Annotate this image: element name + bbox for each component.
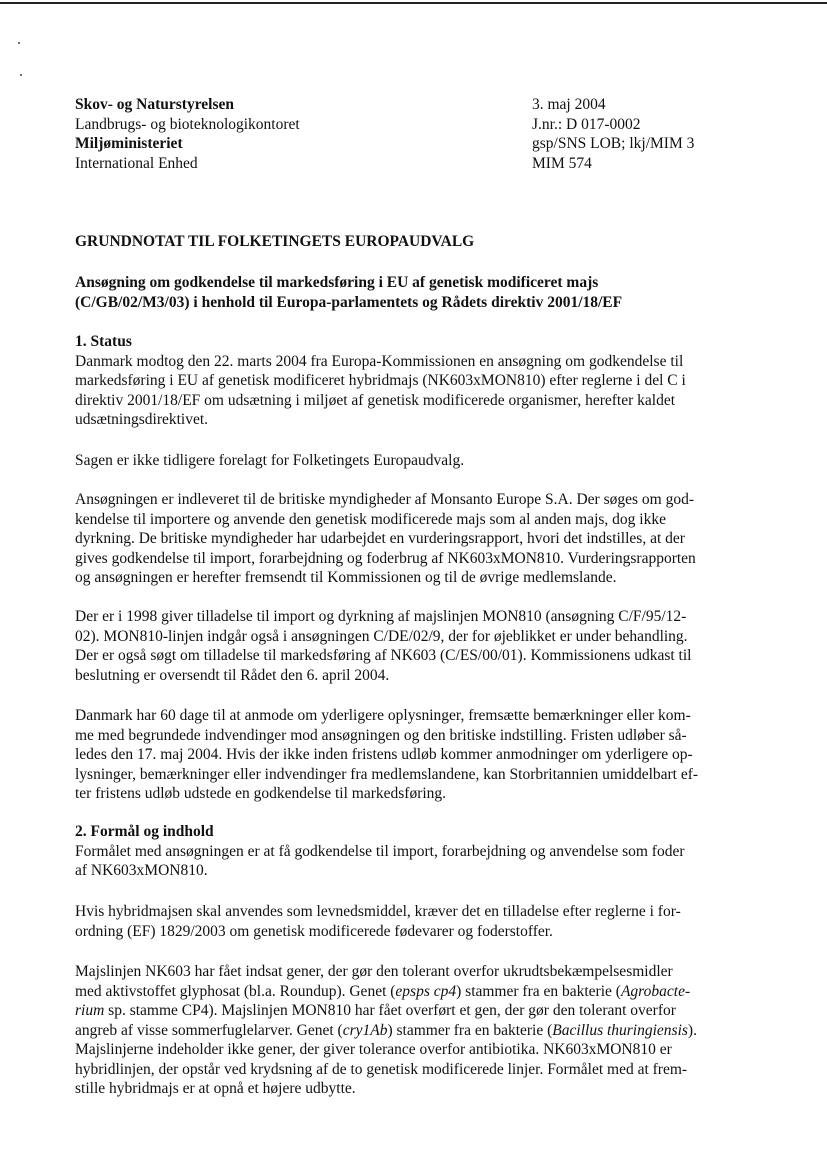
sender-unit: International Enhed	[75, 154, 198, 172]
top-rule	[0, 2, 827, 4]
sender-ministry: Miljøministeriet	[75, 135, 183, 152]
paragraph-line: hybridlinjen, der opstår ved krydsning af de to genetisk modificerede linjer. Formålet med at frem-	[75, 1060, 688, 1078]
paragraph-line: Sagen er ikke tidligere forelagt for Folketingets Europaudvalg.	[75, 452, 465, 469]
paragraph-line: ledes den 17. maj 2004. Hvis der ikke inden fristens udløb kommer anmodninger om yderligere op-	[75, 746, 693, 763]
gene-name: epsps cp4	[395, 982, 457, 1000]
section-2-heading: 2. Formål og indhold	[75, 823, 214, 840]
species-name: Agrobacte-	[620, 982, 691, 1000]
subtitle-line: (C/GB/02/M3/03) i henhold til Europa-parlamentets og Rådets direktiv 2001/18/EF	[75, 293, 623, 311]
gene-name: cry1Ab	[342, 1021, 388, 1039]
section-2-paragraph-3	[75, 962, 697, 1099]
paragraph-line: og ansøgningen er herefter fremsendt til Kommissionen og til de øvrige medlemslande.	[75, 569, 617, 586]
paragraph-line: Danmark har 60 dage til at anmode om yderligere oplysninger, fremsætte bemærkninger eller kom-	[75, 707, 691, 724]
text-run: ) stammer fra en bakterie (	[456, 982, 621, 1000]
paragraph-line: markedsføring i EU af genetisk modificeret hybridmajs (NK603xMON810) efter reglerne i del C i	[75, 372, 686, 389]
paragraph-line: me med begrundede indvendinger mod ansøgningen og den britiske indstilling. Fristen udløber så-	[75, 726, 687, 744]
paragraph-line: Majslinjerne indeholder ikke gener, der giver tolerance overfor antibiotika. NK603xMON810 er	[75, 1041, 672, 1058]
section-1-heading: 1. Status	[75, 333, 132, 350]
paragraph-line: lysninger, bemærkninger eller indvendinger fra medlemslandene, kan Storbritannien umiddelbart ef-	[75, 765, 699, 783]
text-run: angreb af visse sommerfuglelarver. Genet (	[75, 1021, 343, 1039]
subtitle-line: Ansøgning om godkendelse til markedsføring i EU af genetisk modificeret majs	[75, 274, 599, 291]
sender-office: Landbrugs- og bioteknologikontoret	[75, 115, 300, 133]
paragraph-line: stille hybridmajs er at opnå et højere udbytte.	[75, 1080, 356, 1097]
paragraph-line: af NK603xMON810.	[75, 862, 208, 879]
scan-speck	[20, 74, 22, 76]
reference-block	[532, 95, 694, 173]
section-2	[75, 822, 685, 881]
paragraph-line: Majslinjen NK603 har fået indsat gener, der gør den tolerant overfor ukrudtsbekæmpelsesmidler	[75, 963, 673, 980]
species-name: rium	[75, 1002, 105, 1019]
text-run: ) stammer fra en bakterie (	[387, 1021, 553, 1039]
section-1-paragraph-4	[75, 607, 691, 685]
document-subtitle	[75, 273, 622, 312]
paragraph-line: Hvis hybridmajsen skal anvendes som levnedsmiddel, kræver det en tilladelse efter reglerne i for-	[75, 903, 681, 920]
paragraph-line: Ansøgningen er indleveret til de britiske myndigheder af Monsanto Europe S.A. Der søges om god-	[75, 491, 695, 508]
paragraph-line: udsætningsdirektivet.	[75, 411, 209, 428]
paragraph-line	[75, 1001, 697, 1021]
document-date: 3. maj 2004	[532, 96, 606, 113]
text-run: sp. stamme CP4). Majslinjen MON810 har fået overført et gen, der gør den tolerant overfor	[104, 1002, 676, 1019]
section-1	[75, 332, 686, 430]
scan-speck	[18, 42, 20, 44]
paragraph-line: gives godkendelse til import, forarbejdning og foderbrug af NK603xMON810. Vurderingsrapporten	[75, 549, 696, 567]
paragraph-line	[75, 1021, 697, 1041]
paragraph-line: ordning (EF) 1829/2003 om genetisk modificerede fødevarer og foderstoffer.	[75, 922, 553, 940]
paragraph-line: Formålet med ansøgningen er at få godkendelse til import, forarbejdning og anvendelse som foder	[75, 842, 685, 860]
text-run: ).	[687, 1021, 697, 1039]
species-name: Bacillus thuringiensis	[552, 1021, 688, 1039]
paragraph-line: Danmark modtog den 22. marts 2004 fra Europa-Kommissionen en ansøgning om godkendelse til	[75, 352, 684, 370]
paragraph-line: kendelse til importere og anvende den genetisk modificerede majs som al anden majs, dog ikke	[75, 510, 666, 528]
paragraph-line	[75, 982, 697, 1002]
section-1-paragraph-2	[75, 451, 464, 471]
mim-number: MIM 574	[532, 154, 592, 172]
paragraph-line: dyrkning. De britiske myndigheder har udarbejdet en vurderingsrapport, hvori det indstilles, at der	[75, 530, 685, 547]
paragraph-line: direktiv 2001/18/EF om udsætning i miljøet af genetisk modificerede organismer, herefter kaldet	[75, 391, 676, 409]
paragraph-line: Der er også søgt om tilladelse til markedsføring af NK603 (C/ES/00/01). Kommissionens udkast til	[75, 647, 692, 664]
paragraph-line: beslutning er oversendt til Rådet den 6. april 2004.	[75, 666, 390, 684]
page-title: GRUNDNOTAT TIL FOLKETINGETS EUROPAUDVALG	[75, 233, 475, 250]
section-2-paragraph-2	[75, 902, 681, 941]
section-1-paragraph-3	[75, 490, 696, 588]
paragraph-line: Der er i 1998 giver tilladelse til import og dyrkning af majslinjen MON810 (ansøgning C/F/95/12-	[75, 608, 687, 625]
paragraph-line: ter fristens udløb udstede en godkendelse til markedsføring.	[75, 785, 447, 802]
section-1-paragraph-5	[75, 706, 698, 804]
sender-block	[75, 95, 300, 173]
case-reference: gsp/SNS LOB; lkj/MIM 3	[532, 135, 695, 152]
text-run: med aktivstoffet glyphosat (bl.a. Roundup). Genet (	[75, 982, 396, 1000]
journal-number: J.nr.: D 017-0002	[532, 115, 641, 133]
paragraph-line: 02). MON810-linjen indgår også i ansøgningen C/DE/02/9, der for øjeblikket er under behandling.	[75, 627, 688, 645]
sender-agency: Skov- og Naturstyrelsen	[75, 96, 235, 113]
